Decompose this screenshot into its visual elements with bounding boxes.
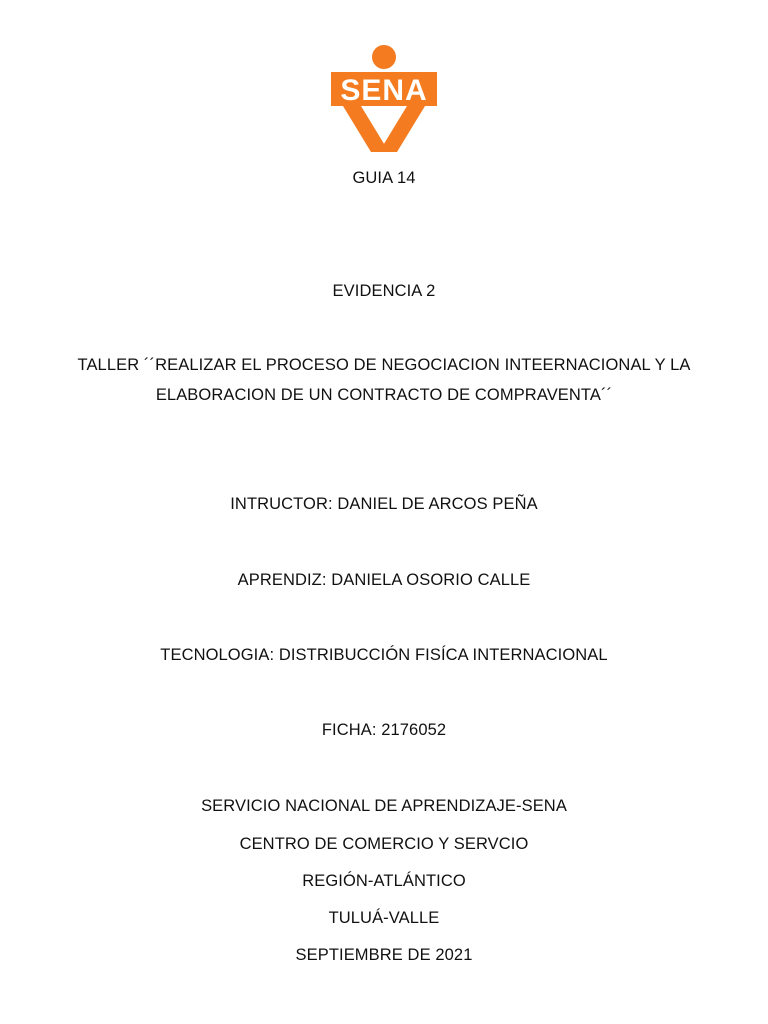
guide-number: GUIA 14 <box>352 169 416 187</box>
sena-logo <box>329 44 439 154</box>
document-title-line-2: ELABORACION DE UN CONTRACTO DE COMPRAVENTA´´ <box>155 386 613 404</box>
city-name: TULUÁ-VALLE <box>328 909 440 927</box>
ficha-number: FICHA: 2176052 <box>321 721 447 739</box>
document-title-line-1: TALLER ´´REALIZAR EL PROCESO DE NEGOCIACION INTEERNACIONAL Y LA <box>77 356 691 374</box>
instructor-name: INTRUCTOR: DANIEL DE ARCOS PEÑA <box>230 495 538 513</box>
apprentice-name: APRENDIZ: DANIELA OSORIO CALLE <box>237 571 531 589</box>
sena-logo-head <box>372 45 396 69</box>
sena-logo-left-leg <box>343 106 389 152</box>
institution-name: SERVICIO NACIONAL DE APRENDIZAJE-SENA <box>201 797 567 815</box>
document-date: SEPTIEMBRE DE 2021 <box>295 946 473 964</box>
sena-logo-right-leg <box>379 106 425 152</box>
center-name: CENTRO DE COMERCIO Y SERVCIO <box>239 835 529 853</box>
sena-logo-text: SENA <box>340 74 428 107</box>
region-name: REGIÓN-ATLÁNTICO <box>302 872 466 890</box>
evidence-number: EVIDENCIA 2 <box>332 282 436 300</box>
technology-program: TECNOLOGIA: DISTRIBUCCIÓN FISÍCA INTERNACIONAL <box>160 646 608 664</box>
